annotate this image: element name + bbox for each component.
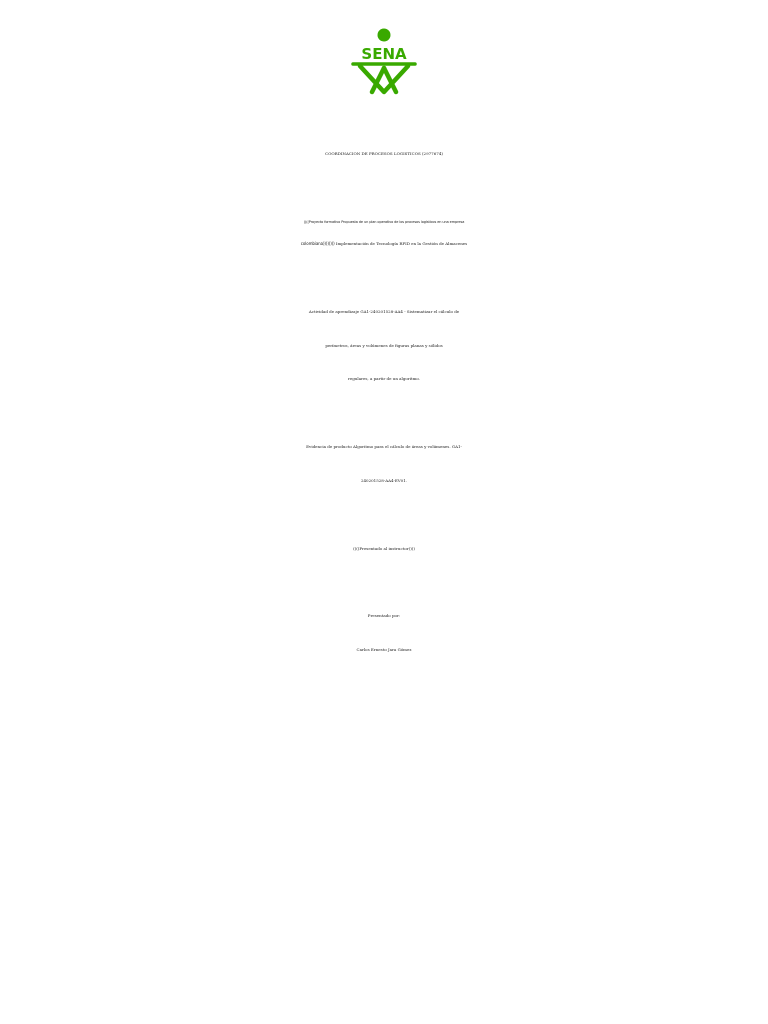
presented-to: ((((Presentado al instructor)))) (353, 546, 415, 551)
project-line-1: ((((Proyecto formativo Propuesta de un plan operativo de los procesos logísticos en una empresa (303, 220, 465, 224)
coordination-title: COORDINACION DE PROCESOS LOGISTICOS (2977674) (325, 151, 443, 156)
project-line-2-prefix: colombiana)))))))) (300, 241, 335, 246)
activity-line-3: regulares, a partir de un algoritmo. (348, 376, 420, 381)
sena-logo-text: SENA (361, 45, 407, 63)
author-name: Carlos Ernesto Jara Gómez (356, 647, 412, 652)
activity-line-2: perímetros, áreas y volúmenes de figuras planas y sólidos (325, 343, 443, 348)
evidence-line-2: 240201528-AA4-EV01. (360, 478, 408, 483)
evidence-line-1: Evidencia de producto Algoritmo para el cálculo de áreas y volúmenes. GA1- (306, 444, 462, 449)
sena-logo-icon (350, 28, 418, 98)
project-line-2 (0, 235, 768, 253)
project-line-2-suffix: Implementación de Tecnología RFID en la Gestión de Almacenes (334, 241, 468, 246)
presented-by-label: Presentado por: (367, 613, 401, 618)
activity-line-1: Actividad de aprendizaje GA1-240201528-AA4 - Sistematizar el cálculo de (308, 309, 460, 314)
